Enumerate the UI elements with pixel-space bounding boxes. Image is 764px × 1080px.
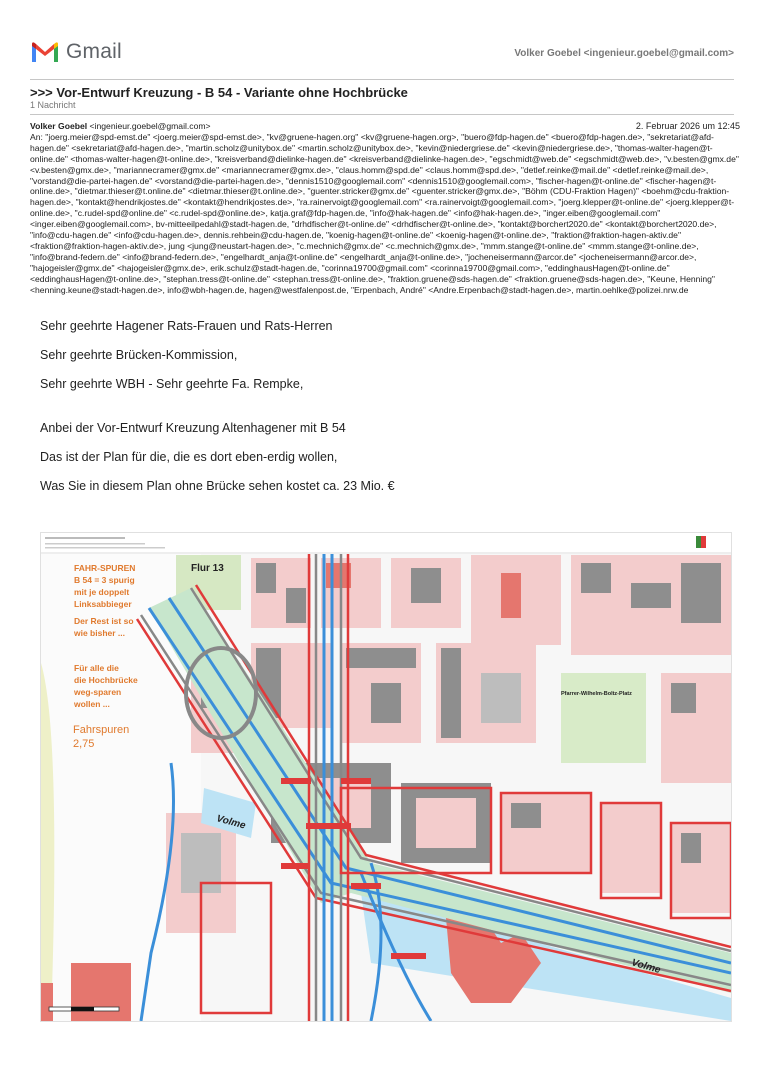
annotation-lanes-4: Linksabbieger <box>74 599 132 609</box>
body-line: Sehr geehrte Hagener Rats-Frauen und Rats-Herren <box>40 319 333 333</box>
message-meta <box>30 121 740 296</box>
to-label: An: <box>30 131 43 142</box>
plan-image[interactable] <box>40 532 732 1022</box>
gmail-wordmark: Gmail <box>66 40 122 63</box>
gmail-logo[interactable] <box>30 40 122 64</box>
annotation-lanes-1: FAHR-SPUREN <box>74 563 136 573</box>
annotation-rest-1: Der Rest ist so <box>74 616 134 626</box>
scale-bar <box>49 1007 119 1011</box>
recipients-list: "joerg.meier@spd-emst.de" <joerg.meier@spd-emst.de>, "kv@gruene-hagen.org" <kv@gruene-hagen.org>, "buero@fdp-hagen.de" <buero@fdp-hagen.de>, "sekretariat@afd-hagen.de" <sekretariat@afd-hagen.de>, "martin.scholz@unitybox.de" <martin.scholz@unitybox.de>, "kevin@niedergriese.de" <kevin@niedergriese.de>, "thomas-walter-hagen@t-online.de" <thomas-walter-hagen@t-online.de>, "kreisverband@dielinke-hagen.de" <kreisverband@dielinke-hagen.de>, "egschmidt@web.de" <egschmidt@web.de>, "v.besten@gmx.de" <v.besten@gmx.de>, "mariannecramer@gmx.de" <mariannecramer@gmx.de>, "claus.homm@spd.de" <claus.homm@spd.de>, "detlef.reinke@mail.de" <detlef.reinke@mail.de>, "vorstand@die-partei-hagen.de" <vorstand@die-partei-hagen.de>, "dennis1510@googlemail.com" <dennis1510@googlemail.com>, "fischer-hagen@t-online.de" <fischer-hagen@t-online.de>, "dietmar.thieser@t.online.de" <dietmar.thieser@t.online.de>, "guenter.stricker@gmx.de" <guenter.stricker@gmx.de>, "Böhm (CDU-Fraktion Hagen)" <boehm@cdu-fraktion-hagen.de>, "kontakt@hendrikjostes.de" <kontakt@hendrikjostes.de>, "ra.rainervoigt@googlemail.com" <ra.rainervoigt@googlemail.com>, "joerg.klepper@t-online.de" <joerg.klepper@t-online.de>, "c.rudel-spd@online.de" <c.rudel-spd@online.de>, katja.graf@fdp-hagen.de, "info@hak-hagen.de" <info@hak-hagen.de>, "inger.eiben@googlemail.com" <inger.eiben@googlemail.com>, bv-mitteeilpedahl@stadt-hagen.de, "drhdfischer@t-online.de" <drhdfischer@t-online.de>, "kontakt@borchert2020.de" <kontakt@borchert2020.de>, "info@cdu-hagen.de" <info@cdu-hagen.de>, dennis.rehbein@cdu-hagen.de, "koenig-hagen@t-online.de" <koenig-hagen@t-online.de>, "fraktion@fraktion-hagen-aktiv.de" <fraktion@fraktion-hagen-aktiv.de>, jung <jung@neustart-hagen.de>, "c.mechnich@gmx.de" <c.mechnich@gmx.de>, "mmm.stange@t-online.de" <mmm.stange@t-online.de>, "info@brand-federn.de" <info@brand-federn.de>, "engelhardt_anja@t-online.de" <engelhardt_anja@t-online.de>, "jocheneisermann@arcor.de" <jocheneisermann@arcor.de>, "hajogeisler@gmx.de" <hajogeisler@gmx.de>, erik.schulz@stadt-hagen.de, "corinna19700@gmail.com" <corinna19700@gmail.com>, "eddinghausHagen@t-online.de" <eddinghausHagen@t-online.de>, "stephan.tress@t-online.de" <stephan.tress@t-online.de>, "fraktion.gruene@sds-hagen.de" <fraktion.gruene@sds-hagen.de>, "Keune, Henning" <henning.keune@stadt-hagen.de>, info@wbh-hagen.de, hagen@westfalenpost.de, "Erpenbach, André" <Andre.Erpenbach@stadt-hagen.de>, martin.oehlke@polizei.nrw.de <box>30 131 739 295</box>
sender-line <box>30 121 740 132</box>
square-green <box>561 673 646 763</box>
body-line: Sehr geehrte Brücken-Kommission, <box>40 348 238 362</box>
message-date: 2. Februar 2026 um 12:45 <box>635 121 740 131</box>
sender-email: <ingenieur.goebel@gmail.com> <box>89 121 211 131</box>
sender-name: Volker Goebel <box>30 121 88 131</box>
annotation-lanes-2: B 54 = 3 spurig <box>74 575 135 585</box>
volme-label-2: Volme <box>630 957 662 977</box>
annotation-forall-1: Für alle die <box>74 663 119 673</box>
message-body <box>40 318 395 507</box>
thread-subject: >>> Vor-Entwurf Kreuzung - B 54 - Variante ohne Hochbrücke <box>30 85 408 100</box>
account-identity: Volker Goebel <ingenieur.goebel@gmail.com> <box>514 48 734 59</box>
highlight-building <box>71 963 131 1021</box>
intersection-plan-map <box>41 533 731 1021</box>
annotation-forall-4: wollen ... <box>74 699 110 709</box>
lane-width-label: Fahrspuren <box>73 724 130 736</box>
volme-label-1: Volme <box>215 813 247 832</box>
square-label: Pfarrer-Wilhelm-Boltz-Platz <box>561 691 632 697</box>
annotation-forall-3: weg-sparen <box>74 687 122 697</box>
body-line: Was Sie in diesem Plan ohne Brücke sehen kostet ca. 23 Mio. € <box>40 479 395 493</box>
annotation-lanes-3: mit je doppelt <box>74 587 130 597</box>
annotation-forall-2: die Hochbrücke <box>74 675 138 685</box>
body-line: Sehr geehrte WBH - Sehr geehrte Fa. Rempke, <box>40 377 304 391</box>
gmail-header <box>30 38 734 70</box>
annotation-rest-2: wie bisher ... <box>74 628 126 638</box>
subject-divider <box>30 114 734 115</box>
body-line: Das ist der Plan für die, die es dort eben-erdig wollen, <box>40 450 338 464</box>
gmail-m-icon <box>30 40 60 64</box>
flur-label: Flur 13 <box>191 563 224 574</box>
lane-width-value: 2,75 <box>73 738 95 750</box>
body-line: Anbei der Vor-Entwurf Kreuzung Altenhagener mit B 54 <box>40 421 346 435</box>
message-count: 1 Nachricht <box>30 100 76 110</box>
recipients-line <box>30 132 740 296</box>
header-divider <box>30 79 734 80</box>
